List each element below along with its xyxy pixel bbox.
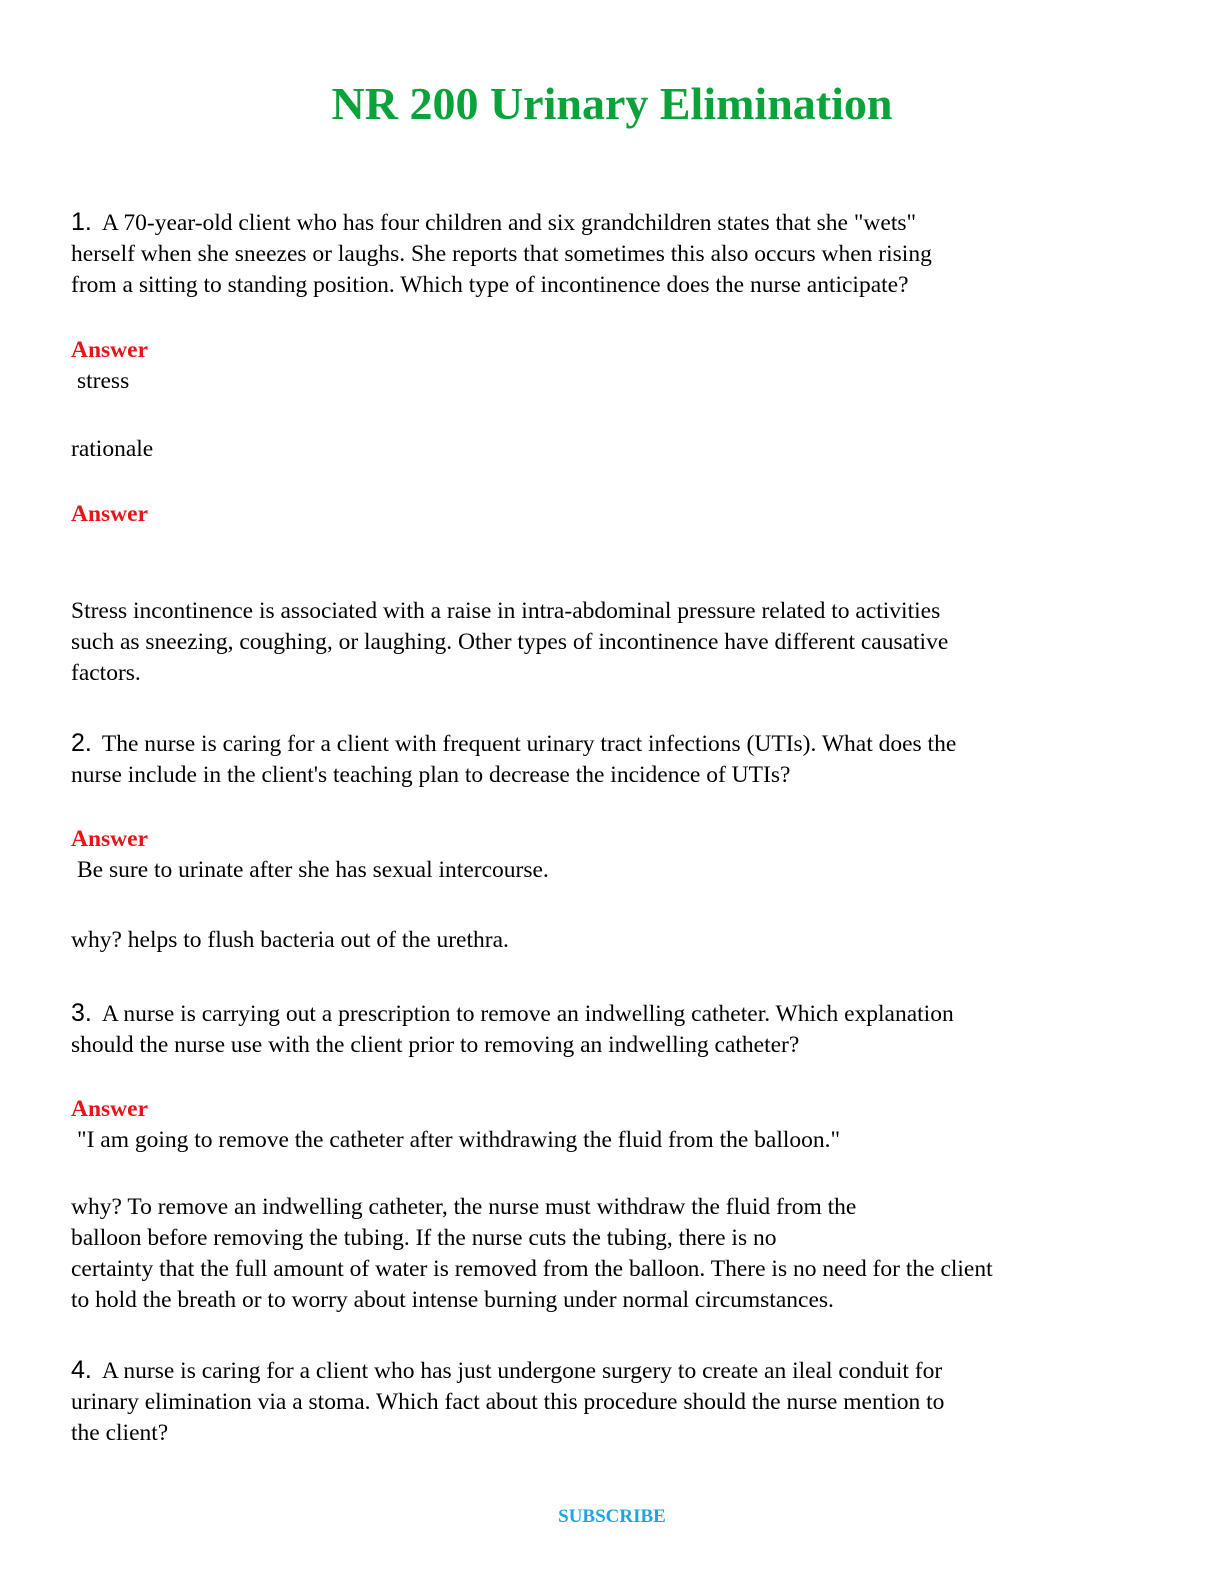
question-2-line-1: 2. The nurse is caring for a client with frequent urinary tract infections (UTIs). What does the — [71, 729, 957, 757]
question-1-answer — [71, 335, 1161, 397]
answer-value: Be sure to urinate after she has sexual intercourse. — [77, 857, 549, 883]
explanation-line: balloon before removing the tubing. If the nurse cuts the tubing, there is no — [71, 1225, 777, 1251]
question-4-line-1: 4. A nurse is caring for a client who has just undergone surgery to create an ileal conduit for — [71, 1356, 943, 1384]
question-1-explanation — [71, 596, 1161, 689]
question-3-answer — [71, 1094, 1161, 1156]
question-1-line-1: 1. A 70-year-old client who has four children and six grandchildren states that she "wets" — [71, 208, 917, 236]
question-2-number: 2. — [71, 729, 92, 757]
explanation-line: why? To remove an indwelling catheter, the nurse must withdraw the fluid from the — [71, 1194, 857, 1220]
page-title: NR 200 Urinary Elimination — [331, 78, 893, 129]
answer-value: stress — [77, 368, 130, 394]
question-3 — [71, 998, 1161, 1061]
question-3-line-1: 3. A nurse is carrying out a prescription to remove an indwelling catheter. Which explanation — [71, 999, 954, 1027]
question-4-number: 4. — [71, 1356, 92, 1384]
question-1-line-2: herself when she sneezes or laughs. She reports that sometimes this also occurs when rising — [71, 241, 932, 267]
answer-label: Answer — [71, 826, 149, 852]
answer-label-2: Answer — [71, 501, 149, 527]
rationale-label: rationale — [71, 436, 154, 462]
explanation-line: to hold the breath or to worry about intense burning under normal circumstances. — [71, 1287, 834, 1313]
question-2-explanation — [71, 925, 1161, 956]
answer-value: "I am going to remove the catheter after withdrawing the fluid from the balloon." — [77, 1127, 841, 1153]
question-3-number: 3. — [71, 999, 92, 1027]
explanation-line: certainty that the full amount of water is removed from the balloon. There is no need for the client — [71, 1256, 993, 1282]
question-2-line-2: nurse include in the client's teaching plan to decrease the incidence of UTIs? — [71, 762, 791, 788]
question-1 — [71, 207, 1161, 301]
question-1-number: 1. — [71, 208, 92, 236]
question-3-line-2: should the nurse use with the client prior to removing an indwelling catheter? — [71, 1032, 800, 1058]
question-4-line-2: urinary elimination via a stoma. Which fact about this procedure should the nurse mention to — [71, 1389, 945, 1415]
question-4 — [71, 1355, 1161, 1449]
question-2 — [71, 728, 1161, 791]
subscribe-link[interactable]: SUBSCRIBE — [558, 1506, 666, 1527]
answer-label: Answer — [71, 337, 149, 363]
question-3-explanation — [71, 1192, 1161, 1316]
explanation-line: Stress incontinence is associated with a raise in intra-abdominal pressure related to activities — [71, 598, 941, 624]
question-2-answer — [71, 824, 1161, 886]
question-1-line-3: from a sitting to standing position. Which type of incontinence does the nurse anticipate? — [71, 272, 909, 298]
explanation-line: such as sneezing, coughing, or laughing. Other types of incontinence have different causative — [71, 629, 949, 655]
question-4-line-3: the client? — [71, 1420, 169, 1446]
explanation-line: why? helps to flush bacteria out of the urethra. — [71, 927, 509, 953]
explanation-line: factors. — [71, 660, 141, 686]
answer-label: Answer — [71, 1096, 149, 1122]
